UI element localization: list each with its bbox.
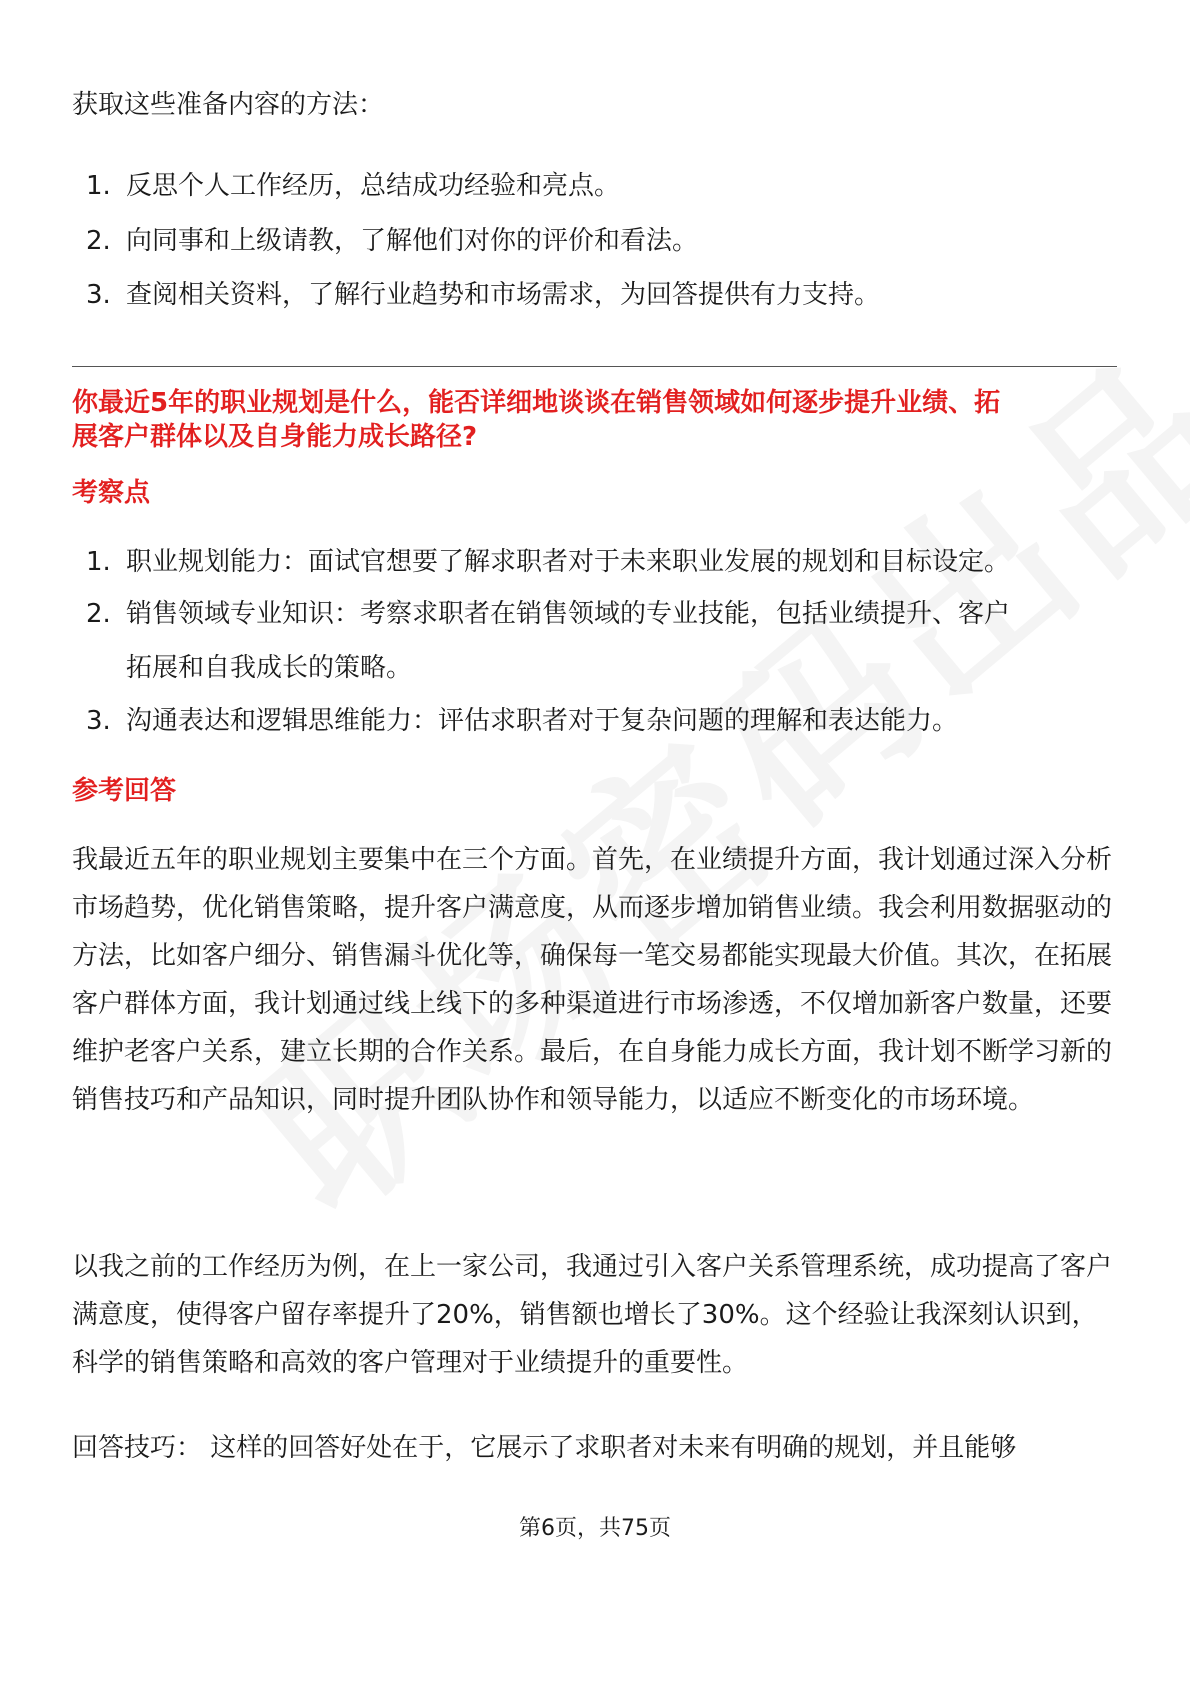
points-num-3: 3. [86, 706, 111, 736]
points-heading: 考察点 [72, 478, 151, 508]
section-divider [72, 366, 1117, 367]
methods-num-1: 1. [86, 171, 111, 201]
answer-heading: 参考回答 [72, 776, 177, 806]
points-item-2-cont: 拓展和自我成长的策略。 [126, 653, 413, 683]
methods-num-2: 2. [86, 226, 111, 256]
methods-num-3: 3. [86, 280, 111, 310]
methods-item-1: 反思个人工作经历，总结成功经验和亮点。 [126, 171, 621, 201]
points-item-2: 销售领域专业知识：考察求职者在销售领域的专业技能，包括业绩提升、客户 [126, 599, 1011, 629]
points-item-1: 职业规划能力：面试官想要了解求职者对于未来职业发展的规划和目标设定。 [126, 547, 1011, 577]
answer-paragraph-2: 以我之前的工作经历为例，在上一家公司，我通过引入客户关系管理系统，成功提高了客户满意度，使得客户留存率提升了20%，销售额也增长了30%。这个经验让我深刻认识到，科学的销售策略和高效的客户管理对于业绩提升的重要性。 [72, 1252, 1113, 1378]
points-item-3: 沟通表达和逻辑思维能力：评估求职者对于复杂问题的理解和表达能力。 [126, 706, 959, 736]
page-footer: 第6页，共75页 [519, 1516, 671, 1541]
question-line-1: 你最近5年的职业规划是什么，能否详细地谈谈在销售领域如何逐步提升业绩、拓 [72, 388, 1001, 418]
methods-item-2: 向同事和上级请教，了解他们对你的评价和看法。 [126, 226, 699, 256]
answer-paragraph-1: 我最近五年的职业规划主要集中在三个方面。首先，在业绩提升方面，我计划通过深入分析市场趋势，优化销售策略，提升客户满意度，从而逐步增加销售业绩。我会利用数据驱动的方法，比如客户细分、销售漏斗优化等，确保每一笔交易都能实现最大价值。其次，在拓展客户群体方面，我计划通过线上线下的多种渠道进行市场渗透，不仅增加新客户数量，还要维护老客户关系，建立长期的合作关系。最后，在自身能力成长方面，我计划不断学习新的销售技巧和产品知识，同时提升团队协作和领导能力，以适应不断变化的市场环境。 [72, 845, 1113, 1115]
methods-item-3: 查阅相关资料，了解行业趋势和市场需求，为回答提供有力支持。 [126, 280, 881, 310]
methods-intro: 获取这些准备内容的方法： [72, 90, 385, 120]
points-num-2: 2. [86, 599, 111, 629]
answer-tips: 回答技巧： 这样的回答好处在于，它展示了求职者对未来有明确的规划，并且能够 [72, 1433, 1017, 1463]
question-line-2: 展客户群体以及自身能力成长路径? [72, 422, 478, 452]
points-num-1: 1. [86, 547, 111, 577]
document-page [72, 0, 1117, 1684]
